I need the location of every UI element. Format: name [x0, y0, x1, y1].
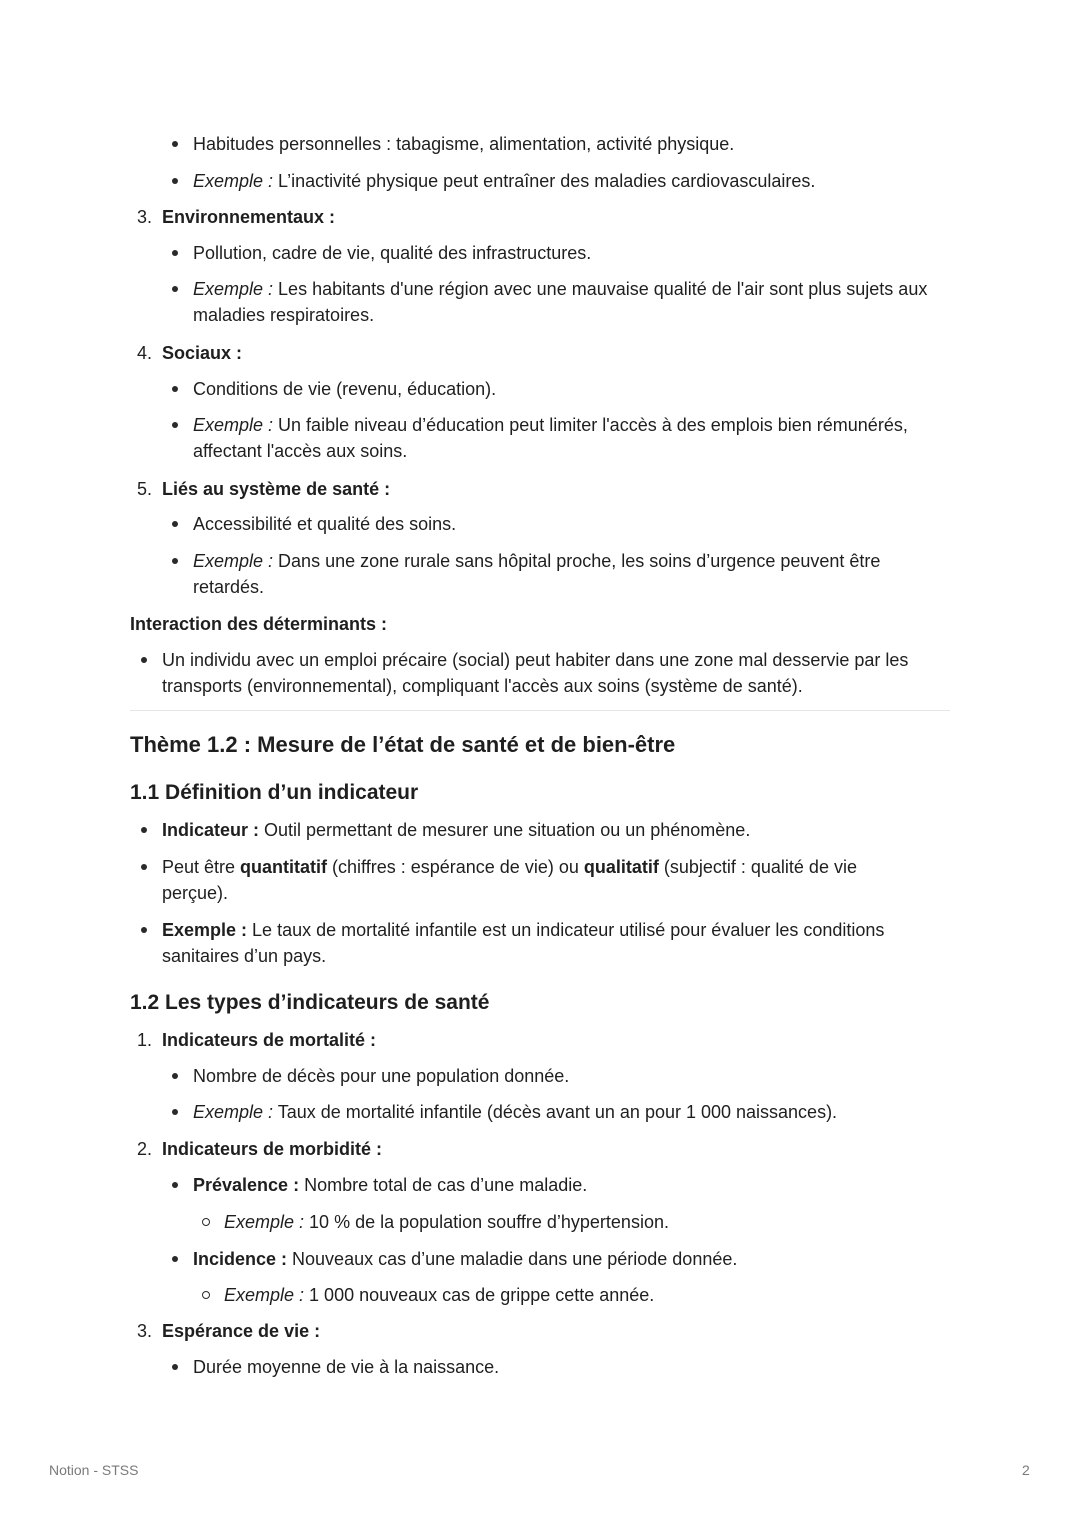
list-item: Pollution, cadre de vie, qualité des infrastructures.	[193, 243, 592, 263]
list-number: 3.	[137, 1321, 153, 1341]
bullet	[172, 1073, 178, 1079]
bullet	[141, 827, 147, 833]
list-heading: Sociaux :	[162, 343, 243, 363]
list-item-continuation: sanitaires d’un pays.	[162, 946, 327, 966]
list-item-continuation: maladies respiratoires.	[193, 305, 375, 325]
list-number: 3.	[137, 207, 153, 227]
example-label: Exemple :	[224, 1212, 305, 1232]
list-item: Habitudes personnelles : tabagisme, alimentation, activité physique.	[193, 134, 735, 154]
list-number: 2.	[137, 1139, 153, 1159]
sub-bullet	[202, 1218, 210, 1226]
list-number: 1.	[137, 1030, 153, 1050]
list-item-continuation: retardés.	[193, 577, 265, 597]
bullet	[172, 1182, 178, 1188]
example-label: Exemple :	[193, 415, 274, 435]
bullet	[172, 386, 178, 392]
list-item: Conditions de vie (revenu, éducation).	[193, 379, 497, 399]
subsection-title: 1.1 Définition d’un indicateur	[130, 781, 419, 804]
list-item: Durée moyenne de vie à la naissance.	[193, 1357, 500, 1377]
list-number: 4.	[137, 343, 153, 363]
example-label: Exemple :	[193, 551, 274, 571]
subsection-title: 1.2 Les types d’indicateurs de santé	[130, 991, 490, 1014]
bullet	[141, 657, 147, 663]
bullet	[172, 558, 178, 564]
divider	[130, 710, 950, 711]
list-item: Exemple : Un faible niveau d’éducation peut limiter l'accès à des emplois bien rémunérés,	[193, 415, 908, 435]
bullet	[172, 1364, 178, 1370]
list-item: Exemple : Taux de mortalité infantile (décès avant un an pour 1 000 naissances).	[193, 1102, 838, 1122]
list-item-continuation: affectant l'accès aux soins.	[193, 441, 408, 461]
footer-title: Notion - STSS	[49, 1462, 139, 1478]
list-item: Accessibilité et qualité des soins.	[193, 514, 457, 534]
list-item: Incidence : Nouveaux cas d’une maladie dans une période donnée.	[193, 1249, 738, 1269]
list-heading: Indicateurs de mortalité :	[162, 1030, 377, 1050]
bullet	[172, 141, 178, 147]
list-heading: Environnementaux :	[162, 207, 336, 227]
example-label: Exemple :	[193, 1102, 274, 1122]
list-item: Exemple : Le taux de mortalité infantile est un indicateur utilisé pour évaluer les conditions	[162, 920, 885, 940]
list-item: Un individu avec un emploi précaire (social) peut habiter dans une zone mal desservie par les	[162, 650, 909, 670]
page-number: 2	[1022, 1462, 1030, 1478]
subheading: Interaction des déterminants :	[130, 614, 388, 634]
bullet	[172, 422, 178, 428]
example-label: Exemple :	[224, 1285, 305, 1305]
list-item: Indicateur : Outil permettant de mesurer une situation ou un phénomène.	[162, 820, 751, 840]
bullet	[141, 927, 147, 933]
list-item: Exemple : L’inactivité physique peut entraîner des maladies cardiovasculaires.	[193, 171, 816, 191]
section-title: Thème 1.2 : Mesure de l’état de santé et de bien-être	[130, 732, 676, 757]
list-item: Peut être quantitatif (chiffres : espérance de vie) ou qualitatif (subjectif : qualité de vie	[162, 857, 857, 877]
bullet	[172, 286, 178, 292]
bullet	[172, 250, 178, 256]
list-heading: Liés au système de santé :	[162, 479, 391, 499]
bullet	[172, 1256, 178, 1262]
bullet	[172, 178, 178, 184]
list-item: Exemple : 1 000 nouveaux cas de grippe cette année.	[224, 1285, 655, 1305]
bullet	[141, 864, 147, 870]
list-item: Exemple : Dans une zone rurale sans hôpital proche, les soins d’urgence peuvent être	[193, 551, 881, 571]
list-item: Prévalence : Nombre total de cas d’une maladie.	[193, 1175, 588, 1195]
list-heading: Indicateurs de morbidité :	[162, 1139, 383, 1159]
list-number: 5.	[137, 479, 153, 499]
list-item: Nombre de décès pour une population donnée.	[193, 1066, 570, 1086]
sub-bullet	[202, 1291, 210, 1299]
list-item-continuation: perçue).	[162, 883, 229, 903]
list-item-continuation: transports (environnemental), compliquant l'accès aux soins (système de santé).	[162, 676, 803, 696]
list-heading: Espérance de vie :	[162, 1321, 321, 1341]
list-item: Exemple : Les habitants d'une région avec une mauvaise qualité de l'air sont plus sujets aux	[193, 279, 928, 299]
list-item: Exemple : 10 % de la population souffre d’hypertension.	[224, 1212, 669, 1232]
bullet	[172, 521, 178, 527]
example-label: Exemple :	[193, 279, 274, 299]
example-label: Exemple :	[193, 171, 274, 191]
bullet	[172, 1109, 178, 1115]
